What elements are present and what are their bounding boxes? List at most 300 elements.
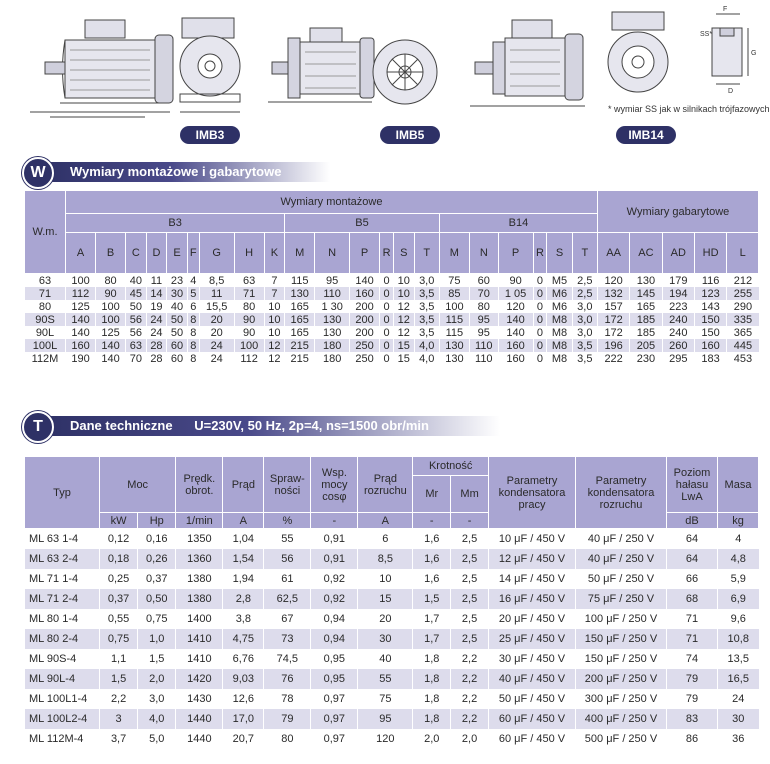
unit-cell: -: [413, 513, 451, 529]
table-cell: 2,2: [451, 649, 489, 669]
table-cell: 179: [662, 274, 694, 288]
table-row: [25, 300, 759, 313]
table-cell: 115: [439, 313, 469, 326]
frame-size-cell: 80: [25, 300, 66, 313]
table-cell: 125: [66, 300, 96, 313]
section-technical-header: [22, 414, 502, 438]
table-cell: 3,0: [572, 326, 597, 339]
table-cell: 196: [597, 339, 629, 352]
table-cell: 2,8: [223, 589, 264, 609]
table-cell: 0: [533, 326, 547, 339]
section-dimensions-header: [22, 160, 322, 184]
table-cell: 130: [315, 326, 350, 339]
section-t-badge: T: [22, 411, 54, 443]
table-cell: 1,7: [413, 609, 451, 629]
table-cell: 130: [285, 287, 315, 300]
table-cell: 5,0: [138, 729, 176, 749]
table-cell: 50: [126, 300, 147, 313]
table-cell: 1,5: [413, 589, 451, 609]
table-cell: 1440: [176, 709, 223, 729]
table-cell: 2,0: [138, 669, 176, 689]
table-cell: 15: [358, 589, 413, 609]
table-cell: 11: [146, 274, 167, 288]
table-cell: 8: [187, 339, 199, 352]
table-cell: 140: [96, 339, 126, 352]
table-cell: 1,94: [223, 569, 264, 589]
table-cell: 123: [694, 287, 726, 300]
table-cell: 24: [199, 339, 234, 352]
table-cell: 75: [358, 689, 413, 709]
table-cell: 16,5: [718, 669, 759, 689]
table-cell: 64: [667, 549, 718, 569]
table-cell: 50 μF / 250 V: [576, 569, 667, 589]
table-cell: 112: [234, 352, 264, 365]
table-cell: 223: [662, 300, 694, 313]
table-cell: 160: [66, 339, 96, 352]
header-wsp: Wsp. mocy cosφ: [311, 457, 358, 513]
table-cell: 3,5: [572, 352, 597, 365]
table-cell: 4,75: [223, 629, 264, 649]
table-cell: 0,94: [311, 629, 358, 649]
table-cell: 24: [718, 689, 759, 709]
table-cell: 112: [66, 287, 96, 300]
table-cell: 10: [264, 300, 285, 313]
table-cell: 0: [380, 287, 394, 300]
table-cell: 55: [358, 669, 413, 689]
table-cell: 125: [96, 326, 126, 339]
table-cell: 160: [498, 339, 533, 352]
table-cell: 40 μF / 250 V: [576, 549, 667, 569]
table-cell: 365: [727, 326, 759, 339]
table-cell: 160: [498, 352, 533, 365]
table-row: [25, 729, 759, 749]
table-cell: 85: [439, 287, 469, 300]
table-cell: 0,94: [311, 609, 358, 629]
table-cell: 100: [66, 274, 96, 288]
table-cell: 172: [597, 313, 629, 326]
column-letter-overall: HD: [694, 233, 726, 274]
imb14-side-view: [470, 20, 585, 106]
table-cell: 7: [264, 287, 285, 300]
table-cell: 63: [126, 339, 147, 352]
table-cell: 100: [234, 339, 264, 352]
table-cell: 2,5: [451, 529, 489, 550]
table-cell: 8,5: [358, 549, 413, 569]
table-cell: 1,8: [413, 669, 451, 689]
table-cell: 78: [264, 689, 311, 709]
table-cell: 335: [727, 313, 759, 326]
table-cell: 250: [350, 352, 380, 365]
table-cell: 73: [264, 629, 311, 649]
table-cell: 120: [358, 729, 413, 749]
table-cell: 215: [285, 352, 315, 365]
table-cell: 30 μF / 450 V: [489, 649, 576, 669]
column-letters-row: [25, 233, 759, 274]
table-cell: 100 μF / 250 V: [576, 609, 667, 629]
table-cell: 7: [264, 274, 285, 288]
table-cell: 1,6: [413, 549, 451, 569]
table-row: [25, 629, 759, 649]
table-row: [25, 569, 759, 589]
table-cell: 0: [380, 339, 394, 352]
table-cell: 2,5: [451, 589, 489, 609]
table-cell: 222: [597, 352, 629, 365]
table-cell: 71: [667, 629, 718, 649]
table-cell: 3,5: [414, 313, 439, 326]
header-prad: Prąd: [223, 457, 264, 513]
table-cell: 143: [694, 300, 726, 313]
column-letter-b3: C: [126, 233, 147, 274]
table-cell: 0,18: [100, 549, 138, 569]
table-cell: 24: [146, 326, 167, 339]
table-cell: 30: [718, 709, 759, 729]
table-row: [25, 609, 759, 629]
table-cell: 240: [662, 313, 694, 326]
header-wm: W.m.: [25, 191, 66, 274]
table-cell: 76: [264, 669, 311, 689]
header-typ: Typ: [25, 457, 100, 529]
table-cell: 60 μF / 450 V: [489, 729, 576, 749]
table-cell: 100: [439, 300, 469, 313]
table-cell: 0,55: [100, 609, 138, 629]
table-cell: 445: [727, 339, 759, 352]
column-letter-b3: A: [66, 233, 96, 274]
table-cell: 28: [146, 339, 167, 352]
table-cell: 13,5: [718, 649, 759, 669]
frame-size-cell: 63: [25, 274, 66, 288]
table-cell: 1 05: [498, 287, 533, 300]
table-cell: 74,5: [264, 649, 311, 669]
table-cell: 150: [694, 313, 726, 326]
table-row: [25, 649, 759, 669]
table-cell: 3,0: [572, 300, 597, 313]
motor-type-cell: ML 90L-4: [25, 669, 100, 689]
imb3-front-view: [180, 18, 240, 112]
table-cell: 255: [727, 287, 759, 300]
table-cell: 2,2: [451, 669, 489, 689]
table-cell: 12: [264, 352, 285, 365]
table-cell: 10 μF / 450 V: [489, 529, 576, 550]
unit-cell: A: [223, 513, 264, 529]
table-cell: 1430: [176, 689, 223, 709]
table-cell: 115: [285, 274, 315, 288]
table-cell: 90: [234, 313, 264, 326]
column-letter-b3: D: [146, 233, 167, 274]
table-cell: 0: [380, 300, 394, 313]
table-cell: 79: [667, 669, 718, 689]
table-cell: 71: [667, 609, 718, 629]
table-cell: 5,9: [718, 569, 759, 589]
table-cell: 0,75: [100, 629, 138, 649]
table-cell: 1,5: [138, 649, 176, 669]
header-prad-rozr: Prąd rozruchu: [358, 457, 413, 513]
table-cell: 205: [630, 339, 662, 352]
table-cell: 145: [630, 287, 662, 300]
unit-cell: kW: [100, 513, 138, 529]
table-cell: 9,6: [718, 609, 759, 629]
table-cell: 100: [96, 300, 126, 313]
table-cell: 75 μF / 250 V: [576, 589, 667, 609]
table-cell: 0,26: [138, 549, 176, 569]
imb5-front-view: [373, 40, 437, 104]
table-cell: 2,0: [413, 729, 451, 749]
table-row: [25, 352, 759, 365]
table-cell: 40: [126, 274, 147, 288]
table-cell: M8: [547, 326, 572, 339]
table-cell: 10,8: [718, 629, 759, 649]
table-cell: 6: [358, 529, 413, 550]
table-cell: 165: [285, 326, 315, 339]
table-cell: M6: [547, 300, 572, 313]
table-cell: 20: [358, 609, 413, 629]
table-cell: 11: [199, 287, 234, 300]
table-cell: 60: [167, 352, 188, 365]
column-letter-b5: R: [380, 233, 394, 274]
table-cell: 24: [146, 313, 167, 326]
table-cell: 2,2: [451, 709, 489, 729]
column-letter-b5: T: [414, 233, 439, 274]
table-cell: 12: [394, 326, 415, 339]
table-cell: 0,97: [311, 709, 358, 729]
table-cell: 0,37: [138, 569, 176, 589]
table-cell: 61: [264, 569, 311, 589]
table-cell: 120: [597, 274, 629, 288]
table-cell: 2,2: [451, 689, 489, 709]
column-letter-b3: K: [264, 233, 285, 274]
table-cell: 3,0: [138, 689, 176, 709]
table-cell: 132: [597, 287, 629, 300]
table-cell: 0,92: [311, 569, 358, 589]
motor-type-cell: ML 63 1-4: [25, 529, 100, 550]
table-cell: 3,5: [572, 339, 597, 352]
table-cell: 0: [380, 326, 394, 339]
table-cell: 70: [126, 352, 147, 365]
column-letter-b3: G: [199, 233, 234, 274]
table-cell: 0: [533, 274, 547, 288]
table-cell: 140: [66, 313, 96, 326]
table-row: [25, 313, 759, 326]
table-cell: 40: [167, 300, 188, 313]
table-row: [25, 529, 759, 550]
unit-cell: -: [451, 513, 489, 529]
table-cell: 194: [662, 287, 694, 300]
table-cell: 200 μF / 250 V: [576, 669, 667, 689]
table-row: [25, 274, 759, 288]
table-cell: 64: [667, 529, 718, 550]
table-cell: 0: [533, 300, 547, 313]
table-cell: 4: [718, 529, 759, 550]
table-cell: 10: [394, 287, 415, 300]
table-cell: 3,5: [414, 326, 439, 339]
table-cell: 8: [187, 326, 199, 339]
table-cell: 3,7: [100, 729, 138, 749]
technical-data-body: [25, 529, 759, 750]
table-cell: 500 μF / 250 V: [576, 729, 667, 749]
table-cell: 80: [234, 300, 264, 313]
table-cell: 165: [285, 300, 315, 313]
table-cell: 300 μF / 250 V: [576, 689, 667, 709]
table-cell: 0,91: [311, 529, 358, 550]
table-cell: 62,5: [264, 589, 311, 609]
table-cell: 1,54: [223, 549, 264, 569]
table-cell: 50 μF / 450 V: [489, 689, 576, 709]
table-cell: 1,6: [413, 569, 451, 589]
table-cell: 3,5: [414, 300, 439, 313]
header-krotnosc-group: [413, 457, 489, 513]
table-cell: 10: [264, 313, 285, 326]
column-letter-b3: F: [187, 233, 199, 274]
table-cell: 20: [199, 326, 234, 339]
unit-cell: %: [264, 513, 311, 529]
table-cell: 130: [315, 313, 350, 326]
table-cell: 150: [694, 326, 726, 339]
shaft-label-f: F: [723, 6, 728, 13]
table-cell: 1420: [176, 669, 223, 689]
table-cell: 90: [498, 274, 533, 288]
table-cell: 1,7: [413, 629, 451, 649]
table-cell: 90: [234, 326, 264, 339]
table-cell: 110: [469, 352, 498, 365]
section-technical-subtitle: U=230V, 50 Hz, 2p=4, ns=1500 obr/min: [194, 418, 429, 433]
table-cell: 95: [469, 313, 498, 326]
table-cell: 140: [498, 313, 533, 326]
column-letter-b14: M: [439, 233, 469, 274]
table-cell: 185: [630, 326, 662, 339]
table-cell: 4: [187, 274, 199, 288]
shaft-label-g: G: [751, 50, 757, 57]
frame-size-cell: 71: [25, 287, 66, 300]
column-letter-b3: E: [167, 233, 188, 274]
frame-size-cell: 112M: [25, 352, 66, 365]
table-cell: 0,95: [311, 649, 358, 669]
table-cell: 0,97: [311, 729, 358, 749]
dimensions-body: [25, 274, 759, 366]
table-cell: 160: [694, 339, 726, 352]
motor-type-cell: ML 90S-4: [25, 649, 100, 669]
motor-type-cell: ML 100L1-4: [25, 689, 100, 709]
table-cell: 1,8: [413, 689, 451, 709]
table-cell: 1 30: [315, 300, 350, 313]
header-moc: Moc: [100, 457, 176, 513]
table-cell: 1,0: [138, 629, 176, 649]
table-cell: 110: [469, 339, 498, 352]
unit-cell: 1/min: [176, 513, 223, 529]
technical-data-table: [24, 456, 759, 749]
header-poziom: Poziom hałasu LwA: [667, 457, 718, 513]
column-letter-b14: T: [572, 233, 597, 274]
table-cell: 0,37: [100, 589, 138, 609]
section-technical-bar: [42, 416, 500, 436]
table-cell: 1380: [176, 589, 223, 609]
table-cell: 20: [199, 313, 234, 326]
table-cell: 56: [126, 326, 147, 339]
section-dimensions-title: Wymiary montażowe i gabarytowe: [42, 162, 330, 182]
table-cell: 60: [167, 339, 188, 352]
table-cell: 130: [439, 352, 469, 365]
table-cell: 3,5: [414, 287, 439, 300]
table-cell: 116: [694, 274, 726, 288]
table-row: [25, 287, 759, 300]
table-cell: 165: [285, 313, 315, 326]
shaft-key-detail: [712, 14, 748, 84]
table-cell: 6,76: [223, 649, 264, 669]
table-cell: 45: [126, 287, 147, 300]
unit-cell: dB: [667, 513, 718, 529]
table-cell: 215: [285, 339, 315, 352]
column-letter-b3: B: [96, 233, 126, 274]
table-cell: 10: [358, 569, 413, 589]
table-cell: 70: [469, 287, 498, 300]
table-cell: 12,6: [223, 689, 264, 709]
section-w-badge: W: [22, 157, 54, 189]
section-technical-title: Dane techniczne: [70, 418, 173, 433]
header-mr: Mr: [413, 476, 451, 512]
column-letter-overall: AA: [597, 233, 629, 274]
table-cell: 2,5: [451, 569, 489, 589]
table-cell: 150 μF / 250 V: [576, 649, 667, 669]
table-cell: 4,0: [414, 339, 439, 352]
table-cell: 10: [394, 274, 415, 288]
header-param-rozruchu: Parametry kondensatora rozruchu: [576, 457, 667, 529]
table-cell: 80: [96, 274, 126, 288]
table-cell: 0,92: [311, 589, 358, 609]
table-cell: 110: [315, 287, 350, 300]
table-cell: 160: [350, 287, 380, 300]
table-cell: 15,5: [199, 300, 234, 313]
table-cell: 40 μF / 250 V: [576, 529, 667, 550]
table-cell: 95: [358, 709, 413, 729]
imb5-side-view: [268, 28, 374, 102]
table-cell: 180: [315, 339, 350, 352]
label-imb14: IMB14: [616, 126, 676, 144]
table-cell: 4,0: [414, 352, 439, 365]
frame-size-cell: 90L: [25, 326, 66, 339]
header-krotnosc: Krotność: [413, 457, 488, 476]
table-cell: M8: [547, 313, 572, 326]
table-cell: 1440: [176, 729, 223, 749]
table-cell: 0,25: [100, 569, 138, 589]
table-cell: 183: [694, 352, 726, 365]
table-cell: 67: [264, 609, 311, 629]
table-cell: 75: [439, 274, 469, 288]
table-cell: 130: [439, 339, 469, 352]
table-cell: 95: [469, 326, 498, 339]
table-cell: 2,5: [451, 609, 489, 629]
table-cell: 80: [469, 300, 498, 313]
table-cell: 172: [597, 326, 629, 339]
shaft-label-ss: SS*: [700, 31, 713, 38]
table-cell: 1400: [176, 609, 223, 629]
table-cell: 60 μF / 450 V: [489, 709, 576, 729]
table-cell: 0,50: [138, 589, 176, 609]
table-cell: 36: [718, 729, 759, 749]
table-cell: 2,5: [572, 274, 597, 288]
table-cell: 0,97: [311, 689, 358, 709]
table-row: [25, 549, 759, 569]
table-cell: 20,7: [223, 729, 264, 749]
table-cell: 23: [167, 274, 188, 288]
table-cell: 60: [469, 274, 498, 288]
table-cell: 1410: [176, 649, 223, 669]
table-cell: 24: [199, 352, 234, 365]
table-cell: 295: [662, 352, 694, 365]
table-cell: 66: [667, 569, 718, 589]
table-cell: 80: [264, 729, 311, 749]
footnote-ss: * wymiar SS jak w silnikach trójfazowych: [608, 104, 770, 114]
header-mm: Mm: [460, 488, 479, 500]
table-cell: 130: [630, 274, 662, 288]
table-cell: 290: [727, 300, 759, 313]
